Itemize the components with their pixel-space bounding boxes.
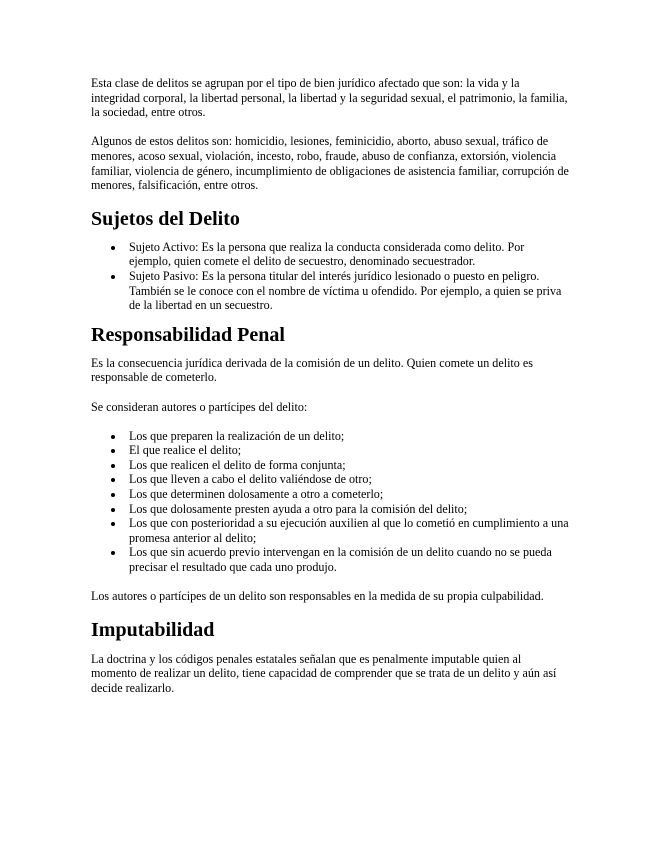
list-item: Los que lleven a cabo el delito valiéndose de otro;: [129, 472, 569, 487]
document-page: [91, 76, 569, 696]
responsabilidad-paragraph-2: Se consideran autores o partícipes del delito:: [91, 399, 308, 414]
list-item: Los que con posterioridad a su ejecución auxilien al que lo cometió en cumplimiento a una promesa anterior al delito;: [129, 516, 569, 545]
responsabilidad-paragraph-1: Es la consecuencia jurídica derivada de la comisión de un delito. Quien comete un delito es responsable de cometerlo.: [91, 355, 533, 385]
list-item: Los que preparen la realización de un delito;: [129, 429, 569, 444]
intro-paragraph-1: Esta clase de delitos se agrupan por el tipo de bien jurídico afectado que son: la vida y la integridad corporal, la libertad personal, la libertad y la seguridad sexual, el patrimonio, la familia, la sociedad, entre otros.: [91, 76, 568, 120]
list-item: Sujeto Activo: Es la persona que realiza la conducta considerada como delito. Por ejemplo, quien comete el delito de secuestro, denominado secuestrador.: [129, 240, 569, 269]
list-item: Los que realicen el delito de forma conjunta;: [129, 458, 569, 473]
autores-list: [91, 429, 569, 575]
heading-sujetos: Sujetos del Delito: [91, 207, 240, 230]
intro-paragraph-2: Algunos de estos delitos son: homicidio, lesiones, feminicidio, aborto, abuso sexual, tráfico de menores, acoso sexual, violación, incesto, robo, fraude, abuso de confianza, extorsión, violencia familiar, violencia de género, incumplimiento de obligaciones de asistencia familiar, corrupción de menores, falsificación, entre otros.: [91, 134, 569, 193]
heading-responsabilidad: Responsabilidad Penal: [91, 323, 285, 346]
list-item: Los que dolosamente presten ayuda a otro para la comisión del delito;: [129, 502, 569, 517]
heading-imputabilidad: Imputabilidad: [91, 618, 215, 641]
list-item: Sujeto Pasivo: Es la persona titular del interés jurídico lesionado o puesto en peligro. También se le conoce con el nombre de víctima u ofendido. Por ejemplo, a quien se priva de la libertad en un secuestro.: [129, 269, 569, 313]
list-item: Los que sin acuerdo previo intervengan en la comisión de un delito cuando no se pueda precisar el resultado que cada uno produjo.: [129, 545, 569, 574]
list-item: Los que determinen dolosamente a otro a cometerlo;: [129, 487, 569, 502]
imputabilidad-paragraph-1: La doctrina y los códigos penales estatales señalan que es penalmente imputable quien al momento de realizar un delito, tiene capacidad de comprender que se trata de un delito y aún así decide realizarlo.: [91, 651, 557, 695]
sujetos-list: [91, 240, 569, 313]
responsabilidad-paragraph-3: Los autores o partícipes de un delito son responsables en la medida de su propia culpabilidad.: [91, 589, 544, 604]
list-item: El que realice el delito;: [129, 443, 569, 458]
